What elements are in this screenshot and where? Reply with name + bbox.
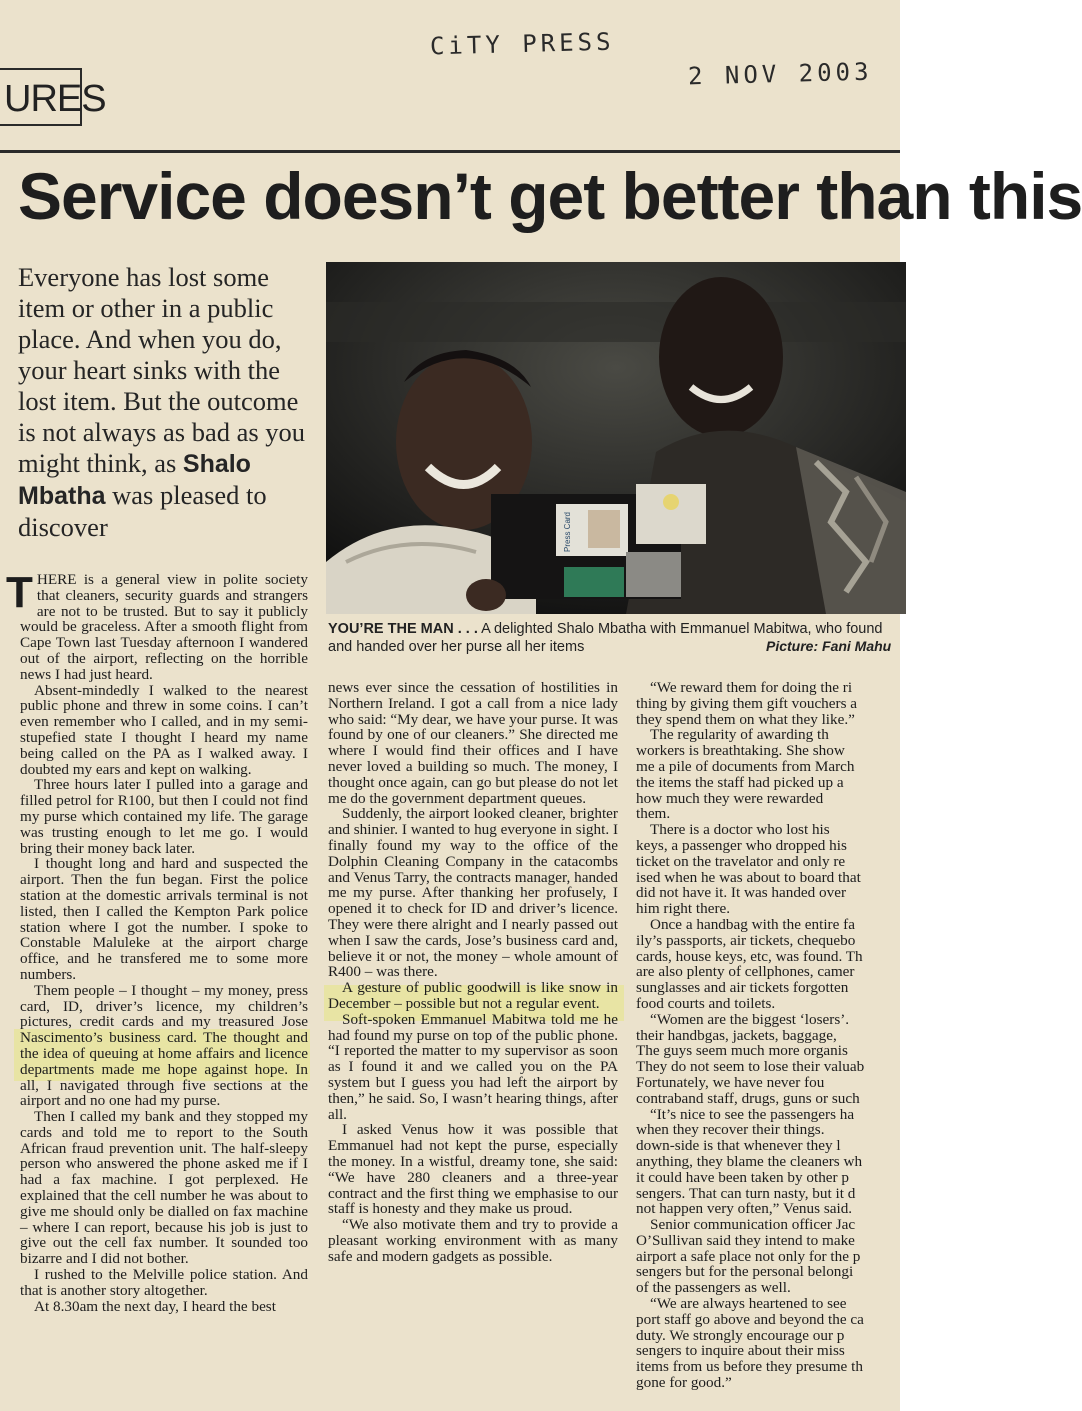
paragraph: I thought long and hard and suspected the airport. Then the fun began. First the police station at the domestic arrivals terminal is not listed, then I called the Kempton Park police station where I got the number. I spoke to Constable Maluleke at the airport charge office, and he transfered me to some more numbers. <box>20 855 308 983</box>
text-line: thing by giving them gift vouchers a <box>636 694 858 712</box>
text-line: port staff go above and beyond the ca <box>636 1310 864 1328</box>
section-label: URES <box>0 68 82 126</box>
text-line: Once a handbag with the entire fa <box>650 915 855 933</box>
text-line: O’Sullivan said they intend to make <box>636 1231 855 1249</box>
text-line: how much they were rewarded <box>636 789 824 807</box>
text-line: duty. We strongly encourage our p <box>636 1326 845 1344</box>
text-line: them. <box>636 805 671 823</box>
text-line: did not have it. It was handed over <box>636 884 847 902</box>
article-column-3 <box>636 680 908 1391</box>
paragraph: At 8.30am the next day, I heard the best <box>34 1297 276 1315</box>
paragraph: I asked Venus how it was possible that Emmanuel had not kept the purse, especially the money. In a wistful, dreamy tone, she said: “We have 280 cleaners and a three-year contract and the first thing we emphasise to our staff is honesty and they make us proud. <box>328 1121 618 1218</box>
article-column-2 <box>328 680 618 1264</box>
standfirst-tail: was pleased to discover <box>18 480 267 542</box>
article-photo <box>326 262 906 614</box>
caption-lead: YOU’RE THE MAN . . . <box>328 621 478 637</box>
paragraph: Absent-mindedly I walked to the nearest public phone and threw in some coins. I can’t even remember who I called, and in my semi-stupefied state I thought I heard my name being called on the PA as I walked away. I doubted my ears and kept on walking. <box>20 681 308 778</box>
text-line: Fortunately, we have never fou <box>636 1073 825 1091</box>
text-line: sengers to inquire about their miss <box>636 1342 845 1360</box>
text-line: are also plenty of cellphones, camer <box>636 963 855 981</box>
paragraph: Three hours later I pulled into a garage and filled petrol for R100, but then I could not find my purse which contained my life. The garage was trusting enough to let me go. I would bring their money back later. <box>20 776 308 857</box>
man-head <box>659 277 783 437</box>
text-line: the items the staff had picked up a <box>636 773 844 791</box>
text-line: The regularity of awarding th <box>650 726 829 744</box>
text-line: it could have been taken by other p <box>636 1168 849 1186</box>
photo-credit: Picture: Fani Mahu <box>766 638 892 654</box>
standfirst <box>18 262 310 543</box>
caption-text: A delighted Shalo Mbatha with Emmanuel Mabitwa, who found and handed over her purse all her items <box>328 621 883 655</box>
paragraph: I rushed to the Melville police station. And that is another story altogether. <box>20 1266 308 1299</box>
handwritten-publication-name: CiTY PRESS <box>429 27 615 61</box>
text-line: “We are always heartened to see <box>650 1295 847 1313</box>
text-line: “Women are the biggest ‘losers’. <box>650 1010 850 1028</box>
text-line: keys, a passenger who dropped his <box>636 836 847 854</box>
text-line: cards, house keys, etc, was found. Th <box>636 947 863 965</box>
paragraph: A gesture of public goodwill is like snow in December – possible but not a regular event. <box>328 979 618 1012</box>
text-line: items from us before they presume th <box>636 1358 863 1376</box>
text-line: me a pile of documents from March <box>636 757 855 775</box>
text-line: “It’s nice to see the passengers ha <box>650 1105 855 1123</box>
text-line: their handbgas, jackets, baggage, <box>636 1026 837 1044</box>
text-line: The guys seem much more organis <box>636 1042 848 1060</box>
text-line: sengers but for the personal belongi <box>636 1263 854 1281</box>
text-line: ticket on the travelator and only re <box>636 852 846 870</box>
text-line: gone for good.” <box>636 1374 732 1392</box>
paragraph: Suddenly, the airport looked cleaner, brighter and shinier. I wanted to hug everyone in sight. I finally found my way to the office of the Dolphin Cleaning Company in the catacombs and Venus Tarry, the contracts manager, handed me my purse. After thanking her profusely, I opened it to check for ID and driver’s licence. They were there alright and I nearly passed out when I saw the cards, Jose’s business card and, believe it or not, the money – whole amount of R400 – was there. <box>328 805 618 981</box>
press-card-label: Press Card <box>563 511 572 552</box>
paragraph: Soft-spoken Emmanuel Mabitwa told me he had found my purse on top of the public phone. “I reported the matter to my supervisor as soon as I found it and we called you on the PA system but I guess you had left the airport by then,” he said. So, I wasn’t hearing things, after all. <box>328 1010 618 1123</box>
header-rule <box>0 150 900 153</box>
text-line: they spend them on what they like.” <box>636 710 855 728</box>
article-column-1 <box>6 568 308 1315</box>
text-line: down-side is that whenever they l <box>636 1137 841 1155</box>
standfirst-text: Everyone has lost some item or other in a public place. And when you do, your heart sinks with the lost item. But the outcome is not always as bad as you might think, as <box>18 262 306 478</box>
text-line: him right there. <box>636 900 731 918</box>
paragraph: “We also motivate them and try to provide a pleasant working environment with as many safe and modern gadgets as possible. <box>328 1216 618 1265</box>
headline: Service doesn’t get better than this <box>18 159 1082 233</box>
text-line: not happen very often,” Venus said. <box>636 1200 853 1218</box>
handwritten-date: 2 NOV 2003 <box>687 57 873 91</box>
text-line: anything, they blame the cleaners wh <box>636 1152 863 1170</box>
paragraph: Then I called my bank and they stopped my cards and told me to report to the South African fraud prevention unit. The half-sleepy person who answered the phone asked me if I had a fax machine. I got perplexed. He explained that the cell number he was about to give me should only be dialled on fax machine – where I can report, because his job is just to give out the cell fax number. It sounded too bizarre and I did not bother. <box>20 1108 308 1268</box>
text-line: when they recover their things. <box>636 1121 825 1139</box>
text-line: ily’s passports, air tickets, chequebo <box>636 931 856 949</box>
drop-cap: T <box>6 568 33 617</box>
photo-illustration <box>326 262 906 614</box>
text-line: of the passengers as well. <box>636 1279 791 1297</box>
text-line: sunglasses and air tickets forgotten <box>636 979 849 997</box>
paragraph: Them people – I thought – my money, press card, ID, driver’s licence, my children’s pictures, credit cards and my treasured Jose Nascimento’s business card. The thought and the idea of queuing at home affairs and licence departments made me hope against hope. In all, I navigated through five sections at the airport and no one had my purse. <box>20 981 308 1110</box>
author-name: Shalo Mbatha <box>18 450 251 510</box>
text-line: They do not seem to lose their valuab <box>636 1058 865 1076</box>
text-line: There is a doctor who lost his <box>650 821 830 839</box>
text-line: “We reward them for doing the ri <box>650 679 853 696</box>
paragraph: HERE is a general view in polite society that cleaners, security guards and strangers are not to be trusted. But to say it publicly would be graceless. After a smooth flight from Cape Town last Tuesday afternoon I wandered out of the airport, reflecting on the horrible news I had just heard. <box>20 571 308 683</box>
text-line: contraband staff, drugs, guns or such <box>636 1089 860 1107</box>
text-line: Senior communication officer Jac <box>650 1216 856 1234</box>
text-line: workers is breathtaking. She show <box>636 742 845 760</box>
text-line: sengers. That can turn nasty, but it d <box>636 1184 856 1202</box>
paragraph: news ever since the cessation of hostilities in Northern Ireland. I got a call from a nice lady who said: “My dear, we have your purse. It was found by one of our cleaners.” She directed me where I would find their offices and I have never loved a building so much. The money, I thought once again, can go but please do not let me do the government department queues. <box>328 679 618 807</box>
text-line: airport a safe place not only for the p <box>636 1247 861 1265</box>
text-line: ised when he was about to board that <box>636 868 861 886</box>
text-line: food courts and toilets. <box>636 994 776 1012</box>
